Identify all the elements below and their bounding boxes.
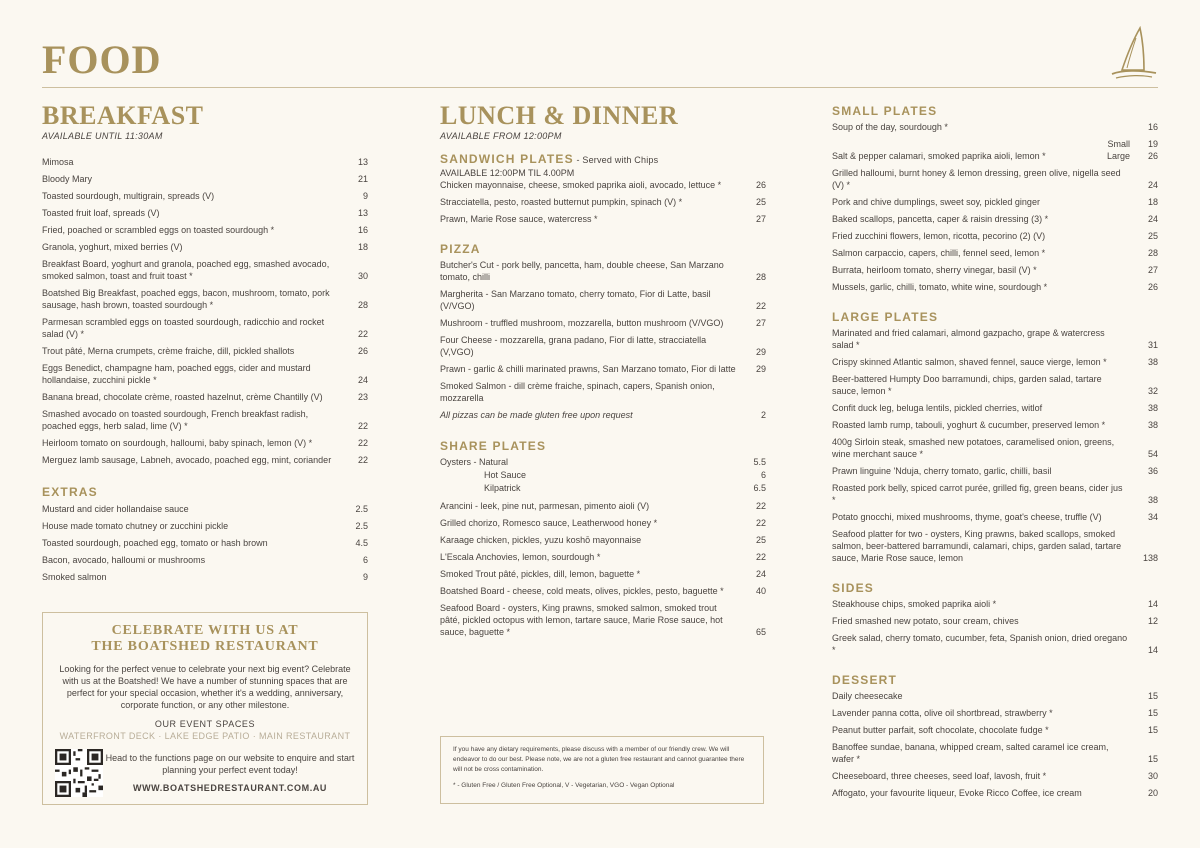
breakfast-list <box>42 156 368 466</box>
item-name: Hot Sauce <box>484 470 527 480</box>
item-price: 30 <box>357 271 368 281</box>
item-price: 9 <box>362 572 368 582</box>
list-item <box>832 247 1158 259</box>
item-price: 18 <box>357 242 368 252</box>
item-price: 138 <box>1142 553 1158 563</box>
header-divider <box>42 87 1158 88</box>
list-item <box>440 288 766 312</box>
item-name: L'Escala Anchovies, lemon, sourdough * <box>440 552 601 562</box>
item-name: Arancini - leek, pine nut, parmesan, pimento aioli (V) <box>440 501 650 511</box>
item-price: 25 <box>755 197 766 207</box>
extras-title: EXTRAS <box>42 485 98 499</box>
list-item <box>832 436 1158 460</box>
item-name: Marinated and fried calamari, almond gazpacho, grape & watercress salad * <box>832 328 1105 350</box>
small-plates-list <box>832 121 1158 133</box>
list-item <box>42 316 368 340</box>
size-small-label: Small <box>1107 139 1130 149</box>
item-name: Peanut butter parfait, soft chocolate, chocolate fudge * <box>832 725 1049 735</box>
list-item <box>832 373 1158 397</box>
share-title: SHARE PLATES <box>440 439 547 453</box>
item-name: Toasted sourdough, poached egg, tomato or hash brown <box>42 538 268 548</box>
item-name: Smoked salmon <box>42 572 107 582</box>
item-name: Prawn - garlic & chilli marinated prawns, San Marzano tomato, Fior di latte <box>440 364 736 374</box>
item-name: Affogato, your favourite liqueur, Evoke Ricco Coffee, ice cream <box>832 788 1082 798</box>
item-price: 15 <box>1147 725 1158 735</box>
item-name: Trout pâté, Merna crumpets, crème fraiche, dill, pickled shallots <box>42 346 295 356</box>
item-name: Bloody Mary <box>42 174 93 184</box>
large-plates-title: LARGE PLATES <box>832 310 939 324</box>
item-price: 22 <box>357 438 368 448</box>
item-name: Prawn, Marie Rose sauce, watercress * <box>440 214 598 224</box>
item-price: 6.5 <box>753 483 766 493</box>
list-item <box>832 213 1158 225</box>
item-name: Smashed avocado on toasted sourdough, French breakfast radish, poached eggs, herb salad, lime (V) * <box>42 409 309 431</box>
size-small-price: 19 <box>1147 139 1158 149</box>
item-price: 12 <box>1147 616 1158 626</box>
item-price: 25 <box>1147 231 1158 241</box>
item-price: 20 <box>1147 788 1158 798</box>
large-plates-list <box>832 327 1158 564</box>
item-name: Prawn linguine 'Nduja, cherry tomato, garlic, chilli, basil <box>832 466 1052 476</box>
list-item <box>832 167 1158 191</box>
item-name: Four Cheese - mozzarella, grana padano, Fior di latte, stracciatella (V,VGO) <box>440 335 707 357</box>
item-name: Mussels, garlic, chilli, tomato, white wine, sourdough * <box>832 282 1048 292</box>
oyster-list <box>440 456 766 494</box>
pizza-title: PIZZA <box>440 242 481 256</box>
item-name: Kilpatrick <box>484 483 521 493</box>
item-price: 36 <box>1147 466 1158 476</box>
item-name: 400g Sirloin steak, smashed new potatoes, caramelised onion, greens, wine merchant sauce * <box>832 437 1115 459</box>
dietary-notice-text: If you have any dietary requirements, please discuss with a member of our friendly crew. We will endeavor to do our best. Please note, we are not a gluten free restaurant and cannot guarantee there will not be cross contamination. <box>453 746 745 773</box>
list-item <box>832 632 1158 656</box>
item-name: Seafood platter for two - oysters, King prawns, baked scallops, smoked salmon, beer-battered barramundi, calamari, chips, garden salad, tartare sauce, Marie Rose sauce, lemon <box>832 529 1122 563</box>
item-name: Toasted fruit loaf, spreads (V) <box>42 208 160 218</box>
list-item <box>42 537 368 549</box>
list-item <box>832 707 1158 719</box>
item-price: 24 <box>357 375 368 385</box>
item-name: Fried smashed new potato, sour cream, chives <box>832 616 1019 626</box>
list-item <box>42 258 368 282</box>
item-name: Mustard and cider hollandaise sauce <box>42 504 189 514</box>
sides-list <box>832 598 1158 656</box>
item-name: Confit duck leg, beluga lentils, pickled cherries, witlof <box>832 403 1043 413</box>
item-price: 26 <box>357 346 368 356</box>
item-price: 24 <box>1147 180 1158 190</box>
item-name: Steakhouse chips, smoked paprika aioli * <box>832 599 997 609</box>
item-name: Greek salad, cherry tomato, cucumber, feta, Spanish onion, dried oregano * <box>832 633 1128 655</box>
celebrate-title-line2: THE BOATSHED RESTAURANT <box>91 639 319 654</box>
item-price: 30 <box>1147 771 1158 781</box>
sandwich-list <box>440 179 766 225</box>
item-price: 38 <box>1147 495 1158 505</box>
item-name: Banoffee sundae, banana, whipped cream, salted caramel ice cream, wafer * <box>832 742 1109 764</box>
dessert-title: DESSERT <box>832 673 898 687</box>
item-name: Fried, poached or scrambled eggs on toasted sourdough * <box>42 225 275 235</box>
item-price: 13 <box>357 208 368 218</box>
dessert-list <box>832 690 1158 799</box>
item-name: Granola, yoghurt, mixed berries (V) <box>42 242 183 252</box>
small-plates-list-2 <box>832 167 1158 293</box>
item-price: 6 <box>760 470 766 480</box>
item-name: Burrata, heirloom tomato, sherry vinegar, basil (V) * <box>832 265 1037 275</box>
list-item <box>42 503 368 515</box>
item-name: Roasted lamb rump, tabouli, yoghurt & cucumber, preserved lemon * <box>832 420 1106 430</box>
item-name: Daily cheesecake <box>832 691 903 701</box>
item-price: 24 <box>1147 214 1158 224</box>
list-item <box>440 259 766 283</box>
item-price: 5.5 <box>753 457 766 467</box>
size-large-price: 26 <box>1147 151 1158 161</box>
list-item <box>440 179 766 191</box>
list-item <box>440 534 766 546</box>
list-item <box>42 173 368 185</box>
item-price: 18 <box>1147 197 1158 207</box>
list-item <box>832 690 1158 702</box>
list-item <box>440 213 766 225</box>
list-item <box>440 380 766 404</box>
item-price: 15 <box>1147 708 1158 718</box>
list-item <box>42 156 368 168</box>
item-price: 15 <box>1147 754 1158 764</box>
item-name: Roasted pork belly, spiced carrot purée, grilled fig, green beans, cider jus * <box>832 483 1123 505</box>
item-price: 4.5 <box>355 538 368 548</box>
item-price: 26 <box>755 180 766 190</box>
list-item <box>42 207 368 219</box>
list-item <box>42 362 368 386</box>
list-item <box>832 121 1158 133</box>
item-price: 38 <box>1147 403 1158 413</box>
item-name: House made tomato chutney or zucchini pickle <box>42 521 229 531</box>
item-price: 24 <box>755 569 766 579</box>
list-item <box>832 528 1158 564</box>
list-item <box>440 585 766 597</box>
list-item <box>832 770 1158 782</box>
item-price: 40 <box>755 586 766 596</box>
item-name: All pizzas can be made gluten free upon request <box>440 410 633 420</box>
item-name: Mushroom - truffled mushroom, mozzarella, button mushroom (V/VGO) <box>440 318 724 328</box>
item-name: Pork and chive dumplings, sweet soy, pickled ginger <box>832 197 1040 207</box>
item-name: Smoked Trout pâté, pickles, dill, lemon, baguette * <box>440 569 641 579</box>
item-name: Karaage chicken, pickles, yuzu koshō mayonnaise <box>440 535 642 545</box>
list-item <box>832 511 1158 523</box>
item-name: Seafood Board - oysters, King prawns, smoked salmon, smoked trout pâté, pickled octopus with lemon, tartare sauce, Marie Rose sauce, hot sauce, baguette * <box>440 603 723 637</box>
list-item <box>440 456 766 468</box>
dietary-legend: * - Gluten Free / Gluten Free Optional, V - Vegetarian, VGO - Vegan Optional <box>453 782 675 789</box>
list-item <box>440 317 766 329</box>
list-item <box>440 517 766 529</box>
lunch-availability: AVAILABLE FROM 12:00PM <box>440 131 562 141</box>
breakfast-availability: AVAILABLE UNTIL 11:30AM <box>42 131 163 141</box>
list-item <box>440 602 766 638</box>
lunch-dinner-column <box>440 102 766 643</box>
item-name: Heirloom tomato on sourdough, halloumi, baby spinach, lemon (V) * <box>42 438 313 448</box>
item-name: Breakfast Board, yoghurt and granola, poached egg, smashed avocado, smoked salmon, toast and fruit toast * <box>42 259 330 281</box>
item-name: Chicken mayonnaise, cheese, smoked paprika aioli, avocado, lettuce * <box>440 180 722 190</box>
item-price: 2.5 <box>355 521 368 531</box>
item-price: 14 <box>1147 645 1158 655</box>
list-item <box>832 615 1158 627</box>
list-item <box>440 551 766 563</box>
list-item <box>42 554 368 566</box>
item-price: 22 <box>357 455 368 465</box>
item-price: 22 <box>755 301 766 311</box>
size-large-label: Large <box>1106 151 1130 161</box>
list-item <box>42 224 368 236</box>
item-name: Stracciatella, pesto, roasted butternut pumpkin, spinach (V) * <box>440 197 683 207</box>
item-name: Butcher's Cut - pork belly, pancetta, ham, double cheese, San Marzano tomato, chilli <box>440 260 724 282</box>
list-item <box>42 241 368 253</box>
item-name: Eggs Benedict, champagne ham, poached eggs, cider and mustard hollandaise, zucchini pickle * <box>42 363 311 385</box>
celebrate-cta: Head to the functions page on our website to enquire and start planning your perfect event today! <box>105 753 355 775</box>
list-item <box>832 327 1158 351</box>
sides-title: SIDES <box>832 581 875 595</box>
item-price: 23 <box>357 392 368 402</box>
item-price: 16 <box>357 225 368 235</box>
item-price: 22 <box>755 552 766 562</box>
event-spaces-list: WATERFRONT DECK · LAKE EDGE PATIO · MAIN RESTAURANT <box>59 731 351 741</box>
page-title: FOOD <box>42 37 162 82</box>
list-item <box>832 598 1158 610</box>
item-name: Smoked Salmon - dill crème fraiche, spinach, capers, Spanish onion, mozzarella <box>440 381 715 403</box>
small-plates-title: SMALL PLATES <box>832 104 938 118</box>
item-price: 2.5 <box>355 504 368 514</box>
list-item <box>440 334 766 358</box>
list-item <box>42 345 368 357</box>
item-price: 15 <box>1147 691 1158 701</box>
item-name: Salt & pepper calamari, smoked paprika aioli, lemon * <box>832 151 1046 161</box>
list-item <box>832 281 1158 293</box>
sandwich-title <box>440 152 766 167</box>
dietary-notice <box>440 736 764 804</box>
list-item <box>440 482 766 494</box>
list-item <box>832 741 1158 765</box>
item-price: 26 <box>1147 282 1158 292</box>
list-item <box>832 402 1158 414</box>
list-item <box>42 408 368 432</box>
item-price: 38 <box>1147 357 1158 367</box>
list-item <box>42 571 368 583</box>
item-name: Beer-battered Humpty Doo barramundi, chips, garden salad, tartare sauce, lemon * <box>832 374 1102 396</box>
item-price: 29 <box>755 347 766 357</box>
item-name: Salmon carpaccio, capers, chilli, fennel seed, lemon * <box>832 248 1046 258</box>
item-price: 25 <box>755 535 766 545</box>
event-spaces-title: OUR EVENT SPACES <box>154 719 256 729</box>
item-price: 54 <box>1147 449 1158 459</box>
list-item <box>832 196 1158 208</box>
extras-list <box>42 503 368 583</box>
item-name: Baked scallops, pancetta, caper & raisin dressing (3) * <box>832 214 1049 224</box>
celebrate-panel <box>42 612 368 805</box>
item-name: Toasted sourdough, multigrain, spreads (V) <box>42 191 215 201</box>
list-item <box>42 391 368 403</box>
list-item <box>832 138 1158 162</box>
item-name: Parmesan scrambled eggs on toasted sourdough, radicchio and rocket salad (V) * <box>42 317 325 339</box>
item-name: Cheeseboard, three cheeses, seed loaf, lavosh, fruit * <box>832 771 1047 781</box>
item-price: 38 <box>1147 420 1158 430</box>
list-item <box>832 724 1158 736</box>
item-price: 27 <box>755 214 766 224</box>
plates-column <box>832 104 1158 804</box>
item-price: 34 <box>1147 512 1158 522</box>
item-name: Boatshed Big Breakfast, poached eggs, bacon, mushroom, tomato, pork sausage, hash brown, toasted sourdough * <box>42 288 330 310</box>
list-item <box>832 419 1158 431</box>
item-price: 22 <box>357 329 368 339</box>
item-price: 13 <box>357 157 368 167</box>
item-name: Grilled halloumi, burnt honey & lemon dressing, green olive, nigella seed (V) * <box>832 168 1121 190</box>
website-link[interactable]: WWW.BOATSHEDRESTAURANT.COM.AU <box>132 783 328 793</box>
item-name: Lavender panna cotta, olive oil shortbread, strawberry * <box>832 708 1053 718</box>
list-item <box>42 437 368 449</box>
list-item <box>440 500 766 512</box>
item-price: 27 <box>755 318 766 328</box>
item-price: 32 <box>1147 386 1158 396</box>
item-price: 29 <box>755 364 766 374</box>
celebrate-title-line1: CELEBRATE WITH US AT <box>111 623 299 638</box>
list-item <box>440 568 766 580</box>
qr-code-icon[interactable] <box>55 749 103 797</box>
sandwich-availability: AVAILABLE 12:00PM TIL 4.00PM <box>440 168 575 178</box>
list-item <box>42 287 368 311</box>
item-price: 65 <box>755 627 766 637</box>
item-name: Bacon, avocado, halloumi or mushrooms <box>42 555 206 565</box>
sailboat-logo-icon <box>1110 26 1158 80</box>
item-name: Boatshed Board - cheese, cold meats, olives, pickles, pesto, baguette * <box>440 586 724 596</box>
list-item <box>440 469 766 481</box>
share-list <box>440 500 766 638</box>
item-price: 6 <box>362 555 368 565</box>
list-item <box>440 409 766 421</box>
sandwich-subtitle: - Served with Chips <box>573 155 659 165</box>
item-price: 16 <box>1147 122 1158 132</box>
list-item <box>832 465 1158 477</box>
list-item <box>832 264 1158 276</box>
breakfast-title: BREAKFAST <box>42 101 204 130</box>
list-item <box>42 520 368 532</box>
list-item <box>440 363 766 375</box>
item-price: 9 <box>362 191 368 201</box>
item-price: 28 <box>755 272 766 282</box>
list-item <box>832 230 1158 242</box>
item-name: Merguez lamb sausage, Labneh, avocado, poached egg, mint, coriander <box>42 455 332 465</box>
item-price: 28 <box>1147 248 1158 258</box>
list-item <box>440 196 766 208</box>
list-item <box>42 190 368 202</box>
item-price: 22 <box>755 501 766 511</box>
item-price: 27 <box>1147 265 1158 275</box>
lunch-title: LUNCH & DINNER <box>440 101 679 130</box>
item-price: 14 <box>1147 599 1158 609</box>
item-name: Grilled chorizo, Romesco sauce, Leatherwood honey * <box>440 518 658 528</box>
item-name: Margherita - San Marzano tomato, cherry tomato, Fior di Latte, basil (V/VGO) <box>440 289 711 311</box>
pizza-list <box>440 259 766 421</box>
item-name: Mimosa <box>42 157 74 167</box>
item-name: Fried zucchini flowers, lemon, ricotta, pecorino (2) (V) <box>832 231 1046 241</box>
item-name: Soup of the day, sourdough * <box>832 122 948 132</box>
item-price: 31 <box>1147 340 1158 350</box>
item-price: 2 <box>760 410 766 420</box>
celebrate-body: Looking for the perfect venue to celebrate your next big event? Celebrate with us at the Boatshed! We have a number of stunning spaces that are perfect for your special occasion, whether it's a wedding, anniversary, corporate function, or any other milestone. <box>59 664 351 710</box>
item-price: 21 <box>357 174 368 184</box>
list-item <box>832 356 1158 368</box>
breakfast-column <box>42 102 368 588</box>
item-name: Banana bread, chocolate crème, roasted hazelnut, crème Chantilly (V) <box>42 392 323 402</box>
list-item <box>832 482 1158 506</box>
list-item <box>832 787 1158 799</box>
item-name: Potato gnocchi, mixed mushrooms, thyme, goat's cheese, truffle (V) <box>832 512 1102 522</box>
list-item <box>42 454 368 466</box>
sandwich-title-text: SANDWICH PLATES <box>440 152 574 166</box>
item-price: 28 <box>357 300 368 310</box>
item-price: 22 <box>357 421 368 431</box>
item-price: 22 <box>755 518 766 528</box>
item-name: Oysters - Natural <box>440 457 509 467</box>
item-name: Crispy skinned Atlantic salmon, shaved fennel, sauce vierge, lemon * <box>832 357 1107 367</box>
